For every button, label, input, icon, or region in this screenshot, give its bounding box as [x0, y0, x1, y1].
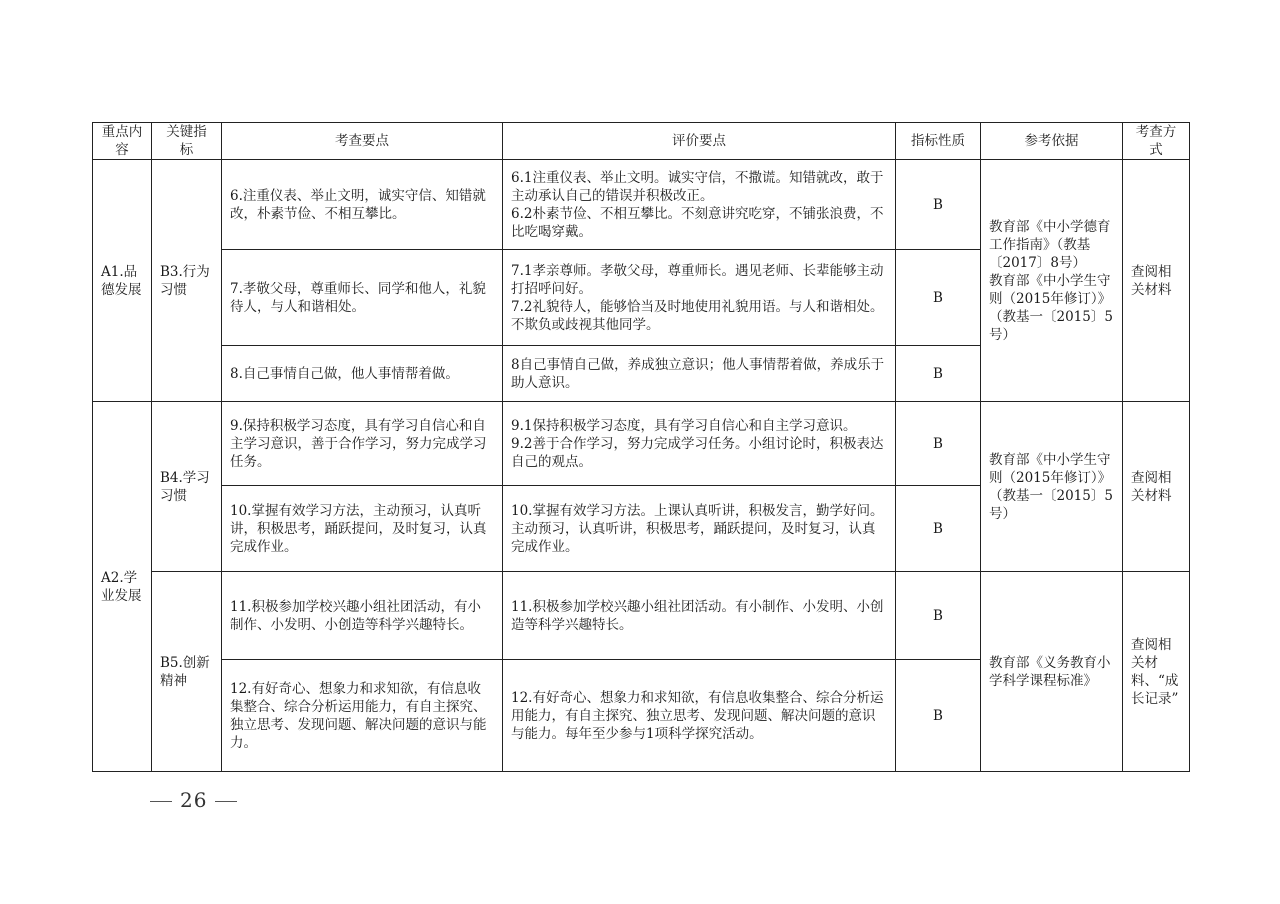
table-row [93, 402, 1190, 486]
header-check-method: 考查方式 [1123, 123, 1190, 160]
cell-a1: A1.品德发展 [93, 160, 152, 402]
header-key-content: 重点内容 [93, 123, 152, 160]
cell-point-6: 6.注重仪表、举止文明，诚实守信、知错就改，朴素节俭、不相互攀比。 [222, 160, 503, 250]
cell-point-7: 7.孝敬父母，尊重师长、同学和他人，礼貌待人，与人和谐相处。 [222, 250, 503, 346]
header-row [93, 123, 1190, 160]
cell-point-11: 11.积极参加学校兴趣小组社团活动，有小制作、小发明、小创造等科学兴趣特长。 [222, 572, 503, 660]
cell-b5: B5.创新精神 [152, 572, 222, 772]
evaluation-table [92, 122, 1190, 772]
cell-point-12: 12.有好奇心、想象力和求知欲，有信息收集整合、综合分析运用能力，有自主探究、独立思考、发现问题、解决问题的意识与能力。 [222, 660, 503, 772]
cell-eval-11: 11.积极参加学校兴趣小组社团活动。有小制作、小发明、小创造等科学兴趣特长。 [503, 572, 896, 660]
cell-b4: B4.学习习惯 [152, 402, 222, 572]
cell-eval-10: 10.掌握有效学习方法。上课认真听讲，积极发言，勤学好问。主动预习，认真听讲，积极思考，踊跃提问，及时复习，认真完成作业。 [503, 486, 896, 572]
page-dash-left [150, 801, 172, 802]
cell-point-10: 10.掌握有效学习方法，主动预习，认真听讲，积极思考，踊跃提问，及时复习，认真完成作业。 [222, 486, 503, 572]
cell-point-8: 8.自己事情自己做，他人事情帮着做。 [222, 346, 503, 402]
table-row [93, 160, 1190, 250]
cell-ref-3: 教育部《义务教育小学科学课程标准》 [981, 572, 1123, 772]
cell-b3: B3.行为习惯 [152, 160, 222, 402]
page-dash-right [215, 801, 237, 802]
cell-nature-8: B [896, 346, 981, 402]
cell-nature-11: B [896, 572, 981, 660]
cell-method-3: 查阅相关材料、“成长记录” [1123, 572, 1190, 772]
header-key-indicator: 关键指标 [152, 123, 222, 160]
cell-method-2: 查阅相关材料 [1123, 402, 1190, 572]
cell-eval-8: 8自己事情自己做，养成独立意识；他人事情帮着做，养成乐于助人意识。 [503, 346, 896, 402]
cell-nature-6: B [896, 160, 981, 250]
page-number-text: 26 [180, 788, 208, 812]
cell-eval-7: 7.1孝亲尊师。孝敬父母，尊重师长。遇见老师、长辈能够主动打招呼问好。 7.2礼貌待人，能够恰当及时地使用礼貌用语。与人和谐相处。不欺负或歧视其他同学。 [503, 250, 896, 346]
cell-eval-12: 12.有好奇心、想象力和求知欲，有信息收集整合、综合分析运用能力，有自主探究、独立思考、发现问题、解决问题的意识与能力。每年至少参与1项科学探究活动。 [503, 660, 896, 772]
table-row [93, 572, 1190, 660]
cell-nature-9: B [896, 402, 981, 486]
header-indicator-nature: 指标性质 [896, 123, 981, 160]
cell-a2: A2.学业发展 [93, 402, 152, 772]
page-number [142, 788, 245, 812]
cell-eval-9: 9.1保持积极学习态度，具有学习自信心和自主学习意识。 9.2善于合作学习，努力完成学习任务。小组讨论时，积极表达自己的观点。 [503, 402, 896, 486]
header-check-points: 考查要点 [222, 123, 503, 160]
cell-point-9: 9.保持积极学习态度，具有学习自信心和自主学习意识，善于合作学习，努力完成学习任务。 [222, 402, 503, 486]
cell-ref-2: 教育部《中小学生守则（2015年修订）》（教基一〔2015〕5号） [981, 402, 1123, 572]
header-reference: 参考依据 [981, 123, 1123, 160]
cell-nature-10: B [896, 486, 981, 572]
cell-nature-7: B [896, 250, 981, 346]
cell-nature-12: B [896, 660, 981, 772]
header-eval-points: 评价要点 [503, 123, 896, 160]
cell-method-1: 查阅相关材料 [1123, 160, 1190, 402]
cell-eval-6: 6.1注重仪表、举止文明。诚实守信，不撒谎。知错就改，敢于主动承认自己的错误并积极改正。 6.2朴素节俭、不相互攀比。不刻意讲究吃穿，不铺张浪费，不比吃喝穿戴。 [503, 160, 896, 250]
cell-ref-1: 教育部《中小学德育工作指南》（教基〔2017〕8号） 教育部《中小学生守则（2015年修订）》（教基一〔2015〕5号） [981, 160, 1123, 402]
